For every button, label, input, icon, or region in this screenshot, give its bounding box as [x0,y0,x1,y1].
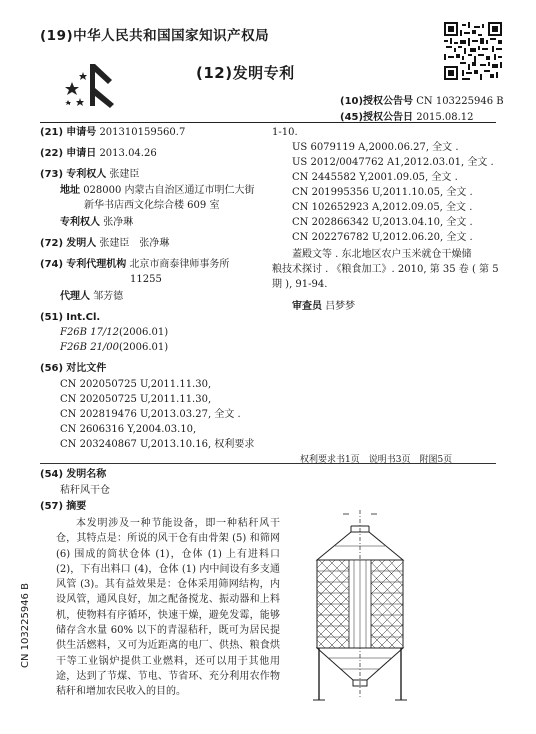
patentee-second: 专利权人 张净琳 [60,217,134,228]
cited-document: CN 202276782 U,2012.06.20, 全文 . [292,232,473,243]
cited-document: CN 2606316 Y,2004.03.10, [60,424,197,435]
silo-drawing [305,508,415,704]
grant-date [340,108,474,123]
cited-document: CN 202050725 U,2011.11.30, [60,379,212,390]
application-number: (21) 申请号 201310159560.7 [40,127,186,138]
cited-continuation: 1-10. [272,127,298,138]
patent-agency-code: 11255 [130,274,162,285]
cited-documents: (56) 对比文件 [40,363,107,374]
invention-title: 秸秆风干仓 [60,485,110,496]
side-publication-number: CN 103225946 B [20,583,31,668]
abstract-text [56,516,280,700]
cited-document: CN 202866342 U,2013.04.10, 全文 . [292,217,473,228]
patent-agent: 代理人 邹芳德 [60,291,124,302]
cited-document: CN 201995356 U,2011.10.05, 全文 . [292,187,473,198]
patentee-address-line2: 新华书店西文化综合楼 609 室 [84,200,220,211]
cited-document: CN 102652923 A,2012.09.05, 全文 . [292,202,473,213]
cited-document: US 2012/0047762 A1,2012.03.01, 全文 . [292,157,494,168]
qr-code-icon [444,22,502,80]
abstract-paragraph: 本发明涉及一种节能设备，即一种秸秆风干仓，其特点是：所说的风干仓有由骨架 (5) 和筛网 (6) 围成的筒状仓体 (1)，仓体 (1) 上有进料口 (2)，下有出料口 (4)，仓体 (1) 内中间设有多支通风管 (3)。其有益效果是：仓体采用筛网结构，内设风管，通风良好，加之配备搅龙、振动器和上料机，使物料有序循环，快速干燥，避免发霉，能够储存含水量 60% 以下的青湿秸秆，既可为居民提供生活燃料，又可为近距离的电厂、供热、粮食烘干等工业锅炉提供工业燃料，还可以用于其他用途，达到了节煤、节电、节省环、充分利用农作物秸秆和增加农民收入的目的。 [56,518,280,698]
grant-date-label: (45)授权公告日 [340,112,414,123]
filing-date: (22) 申请日 2013.04.26 [40,148,157,159]
issuing-office: (19)中华人民共和国国家知识产权局 [40,28,270,44]
grant-date-value: 2015.08.12 [416,112,474,123]
inventors: (72) 发明人 张建臣 张净琳 [40,238,170,249]
cited-literature: 蓋殿文等 . 东北地区农户玉米就仓干燥储 [292,249,472,260]
cited-literature: 期 ), 91-94. [272,279,328,290]
patentee-address: 地址 028000 内蒙古自治区通辽市明仁大街 [60,185,255,196]
patentee: (73) 专利权人 张建臣 [40,169,140,180]
cited-document: CN 203240867 U,2013.10.16, 权利要求 [60,439,255,450]
int-cl: (51) Int.Cl. [40,312,101,323]
abstract-heading: (57) 摘要 [40,501,87,512]
grant-number [340,92,504,107]
grant-number-value: CN 103225946 B [416,96,504,107]
cited-document: CN 202050725 U,2011.11.30, [60,394,212,405]
cited-document: CN 202819476 U,2013.03.27, 全文 . [60,409,241,420]
header-divider [40,122,496,123]
grant-number-label: (10)授权公告号 [340,96,414,107]
cited-document: US 6079119 A,2000.06.27, 全文 . [292,142,459,153]
int-cl-entry: F26B 21/00(2006.01) [60,342,169,353]
patent-agency: (74) 专利代理机构 北京市商泰律师事务所 [40,259,230,270]
cited-document: CN 2445582 Y,2001.09.05, 全文 . [292,172,458,183]
page-count: 权利要求书1页 说明书3页 附图5页 [300,455,453,465]
document-type: (12)发明专利 [196,64,295,82]
office-emblem-icon [62,60,120,110]
cited-literature: 粮技术探讨 . 《粮食加工》. 2010, 第 35 卷 ( 第 5 [272,264,499,275]
int-cl-entry: F26B 17/12(2006.01) [60,327,169,338]
invention-title-heading: (54) 发明名称 [40,469,107,480]
examiner: 审查员 吕梦梦 [292,301,356,312]
section-divider [40,463,496,464]
